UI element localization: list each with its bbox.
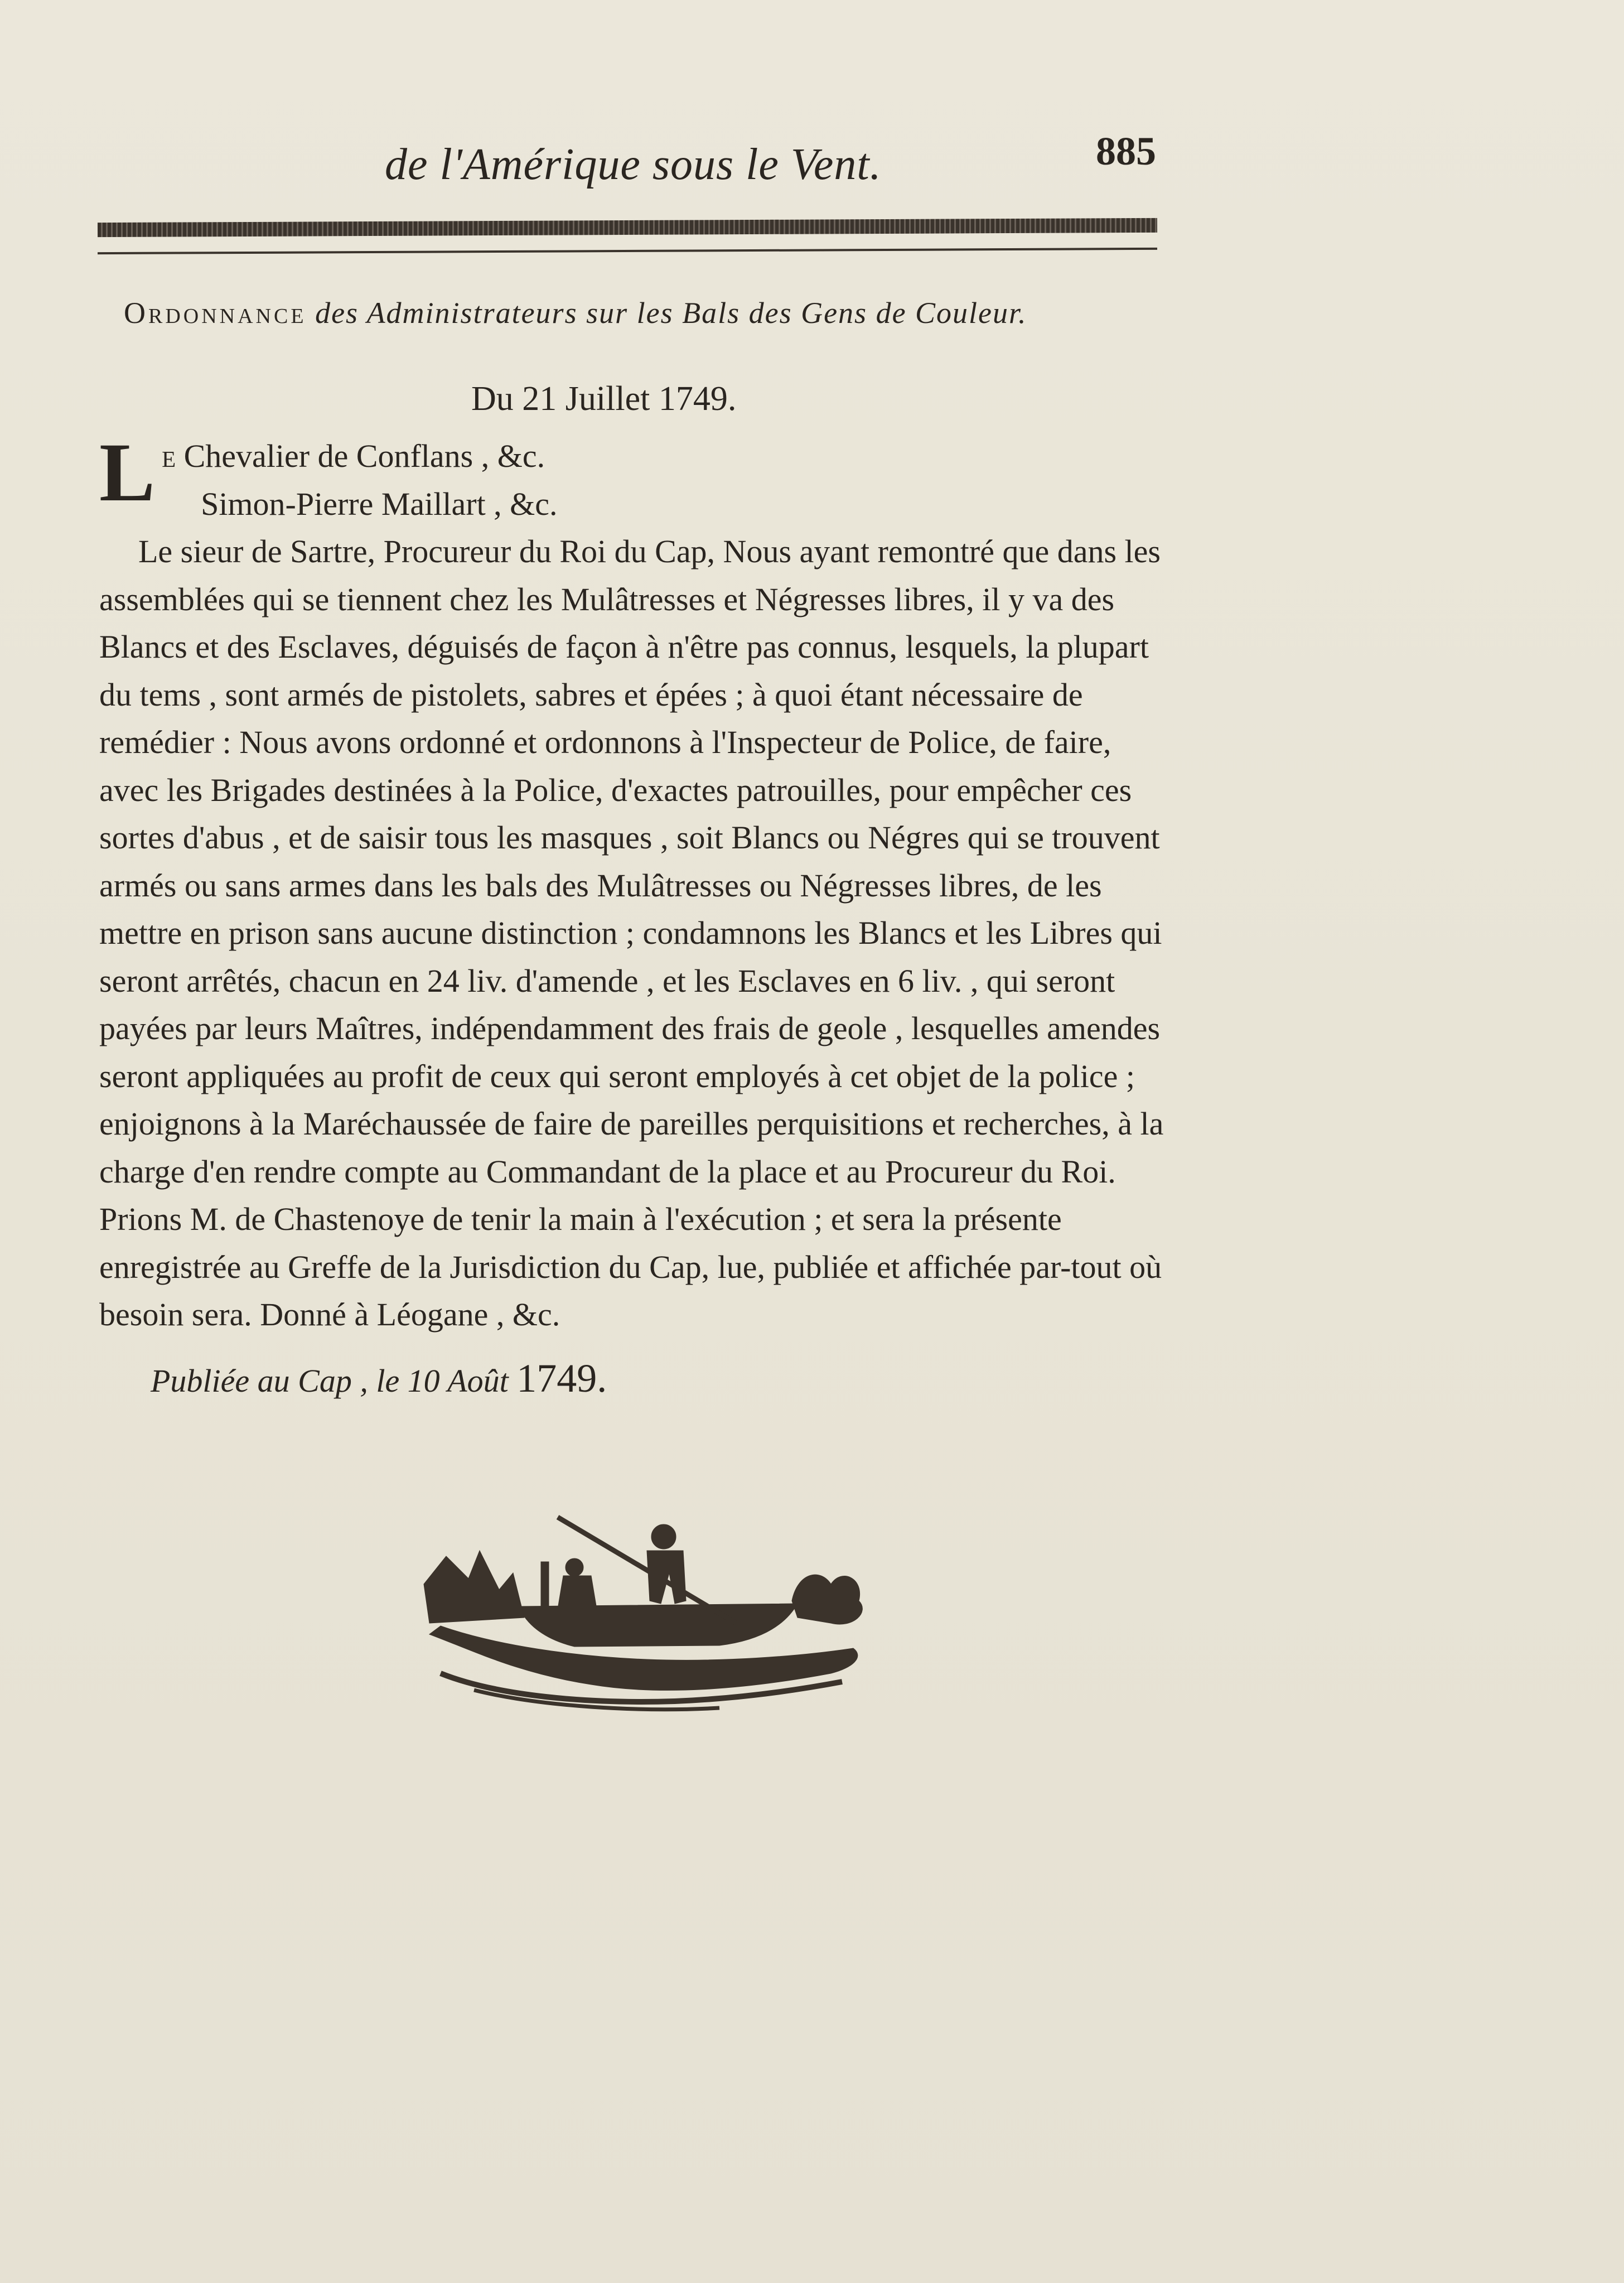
ordinance-title [124, 296, 1183, 330]
dateline: Du 21 Juillet 1749. [471, 380, 737, 418]
second-line: Simon-Pierre Maillart , &c. [201, 485, 558, 522]
ornamental-rule [98, 218, 1157, 237]
page-number: 885 [1096, 129, 1156, 173]
main-paragraph: Le sieur de Sartre, Procureur du Roi du Cap, Nous ayant remontré que dans les assemblées qui se tiennent chez les Mulâtresses et Négresses libres, il y va des Blancs et des Esclaves, déguisés de façon à n'être pas connus, lesquels, la plupart du tems , sont armés de pistolets, sabres et épées ; à quoi étant nécessaire de remédier : Nous avons ordonné et ordonnons à l'Inspecteur de Police, de faire, avec les Brigades destinées à la Police, d'exactes patrouilles, pour empêcher ces sortes d'abus , et de saisir tous les masques , soit Blancs ou Négres qui se trouvent armés ou sans armes dans les bals des Mulâtresses ou Négresses libres, de les mettre en prison sans aucune distinction ; condamnons les Blancs et les Libres qui seront arrêtés, chacun en 24 liv. d'amende , et les Esclaves en 6 liv. , qui seront payées par leurs Maîtres, indépendamment des frais de geole , lesquelles amendes seront appliquées au profit de ceux qui seront employés à cet objet de la police ; enjoignons à la Maréchaussée de faire de pareilles perquisitions et recherches, à la charge d'en rendre compte au Commandant de la place et au Procureur du Roi. Prions M. de Chastenoye de tenir la main à l'exécution ; et sera la présente enregistrée au Greffe de la Jurisdiction du Cap, lue, publiée et affichée par-tout où besoin sera. Donné à Léogane , &c. [99, 533, 1164, 1333]
ordinance-body [99, 426, 1176, 1339]
publication-text: Publiée au Cap , le 10 Août [151, 1363, 509, 1399]
running-head: de l'Amérique sous le Vent. [385, 140, 882, 189]
drop-cap: L [99, 426, 156, 519]
ordinance-title-lead: Ordonnance [124, 296, 307, 330]
publication-year: 1749. [516, 1356, 607, 1401]
first-line-text: Chevalier de Conflans , &c. [183, 438, 545, 474]
ordinance-title-rest: des Administrateurs sur les Bals des Gens de Couleur. [315, 296, 1027, 330]
dropcap-continuation: e [162, 438, 176, 474]
publication-note [151, 1355, 607, 1402]
boat-vignette [407, 1506, 887, 1718]
thin-rule [98, 248, 1157, 254]
